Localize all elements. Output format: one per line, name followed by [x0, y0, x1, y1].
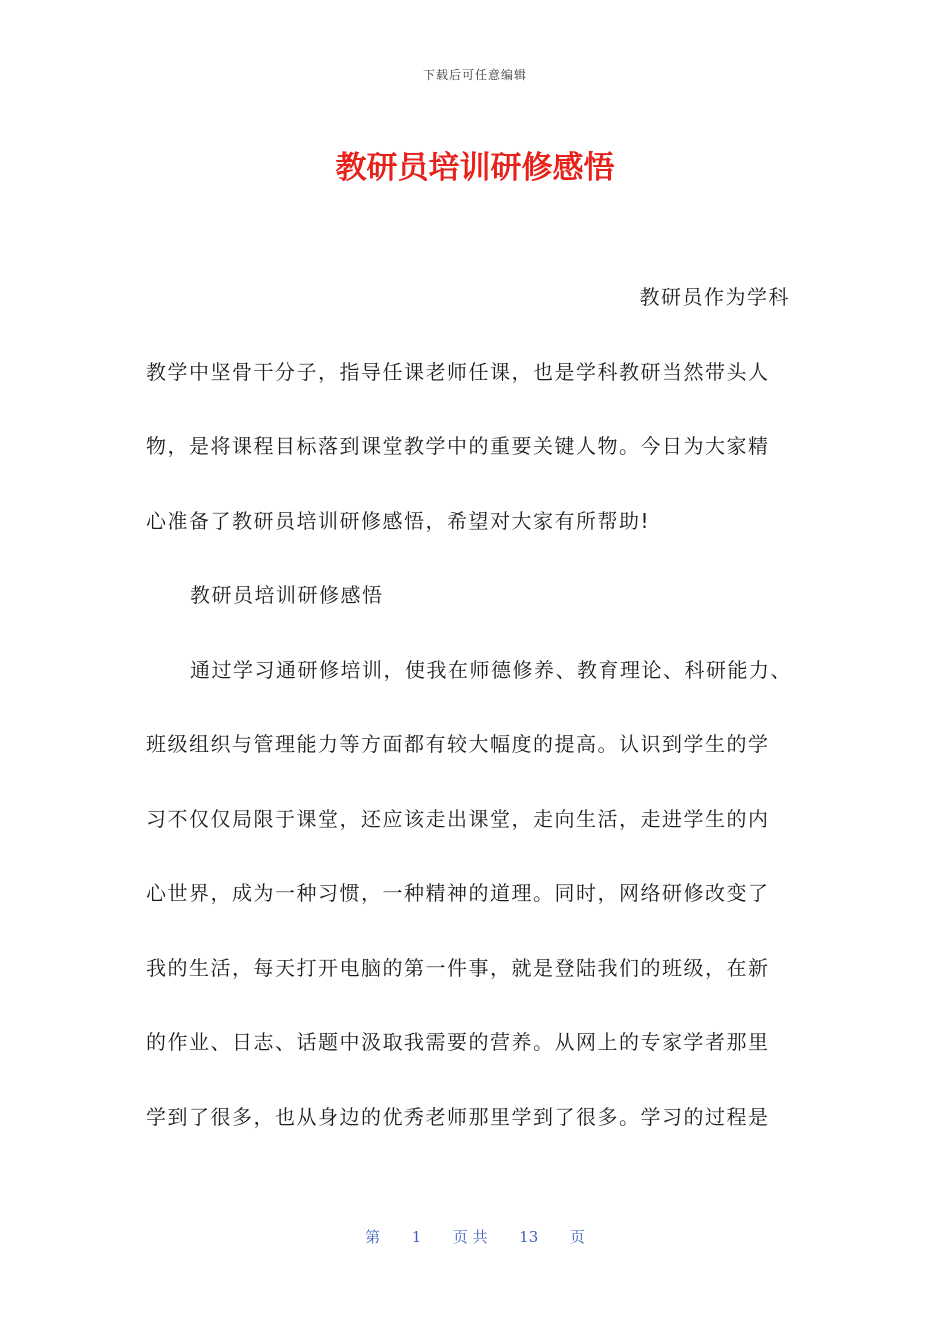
footer-middle: 页 共	[452, 1228, 488, 1246]
footer-prefix: 第	[365, 1228, 381, 1246]
paragraph-line: 教研员作为学科	[639, 285, 790, 309]
page-footer	[0, 1226, 950, 1247]
paragraph-line: 心世界，成为一种习惯，一种精神的道理。同时，网络研修改变了	[146, 881, 770, 905]
header-note: 下载后可任意编辑	[422, 68, 527, 82]
document-title: 教研员培训研修感悟	[335, 150, 615, 186]
paragraph-line: 的作业、日志、话题中汲取我需要的营养。从网上的专家学者那里	[146, 1030, 770, 1054]
paragraph-line: 教学中坚骨干分子，指导任课老师任课，也是学科教研当然带头人	[146, 360, 770, 384]
paragraph-line: 习不仅仅局限于课堂，还应该走出课堂，走向生活，走进学生的内	[146, 807, 770, 831]
paragraph-line: 通过学习通研修培训，使我在师德修养、教育理论、科研能力、	[190, 658, 792, 682]
paragraph-line: 我的生活，每天打开电脑的第一件事，就是登陆我们的班级，在新	[146, 956, 770, 980]
paragraph-line: 心准备了教研员培训研修感悟，希望对大家有所帮助!	[146, 509, 651, 533]
footer-suffix: 页	[569, 1228, 585, 1246]
paragraph-line: 班级组织与管理能力等方面都有较大幅度的提高。认识到学生的学	[146, 732, 770, 756]
section-heading: 教研员培训研修感悟	[190, 583, 384, 607]
paragraph-line: 学到了很多，也从身边的优秀老师那里学到了很多。学习的过程是	[146, 1105, 770, 1129]
footer-total-pages: 13	[519, 1228, 539, 1246]
footer-page-number: 1	[411, 1228, 422, 1246]
paragraph-line: 物，是将课程目标落到课堂教学中的重要关键人物。今日为大家精	[146, 434, 770, 458]
